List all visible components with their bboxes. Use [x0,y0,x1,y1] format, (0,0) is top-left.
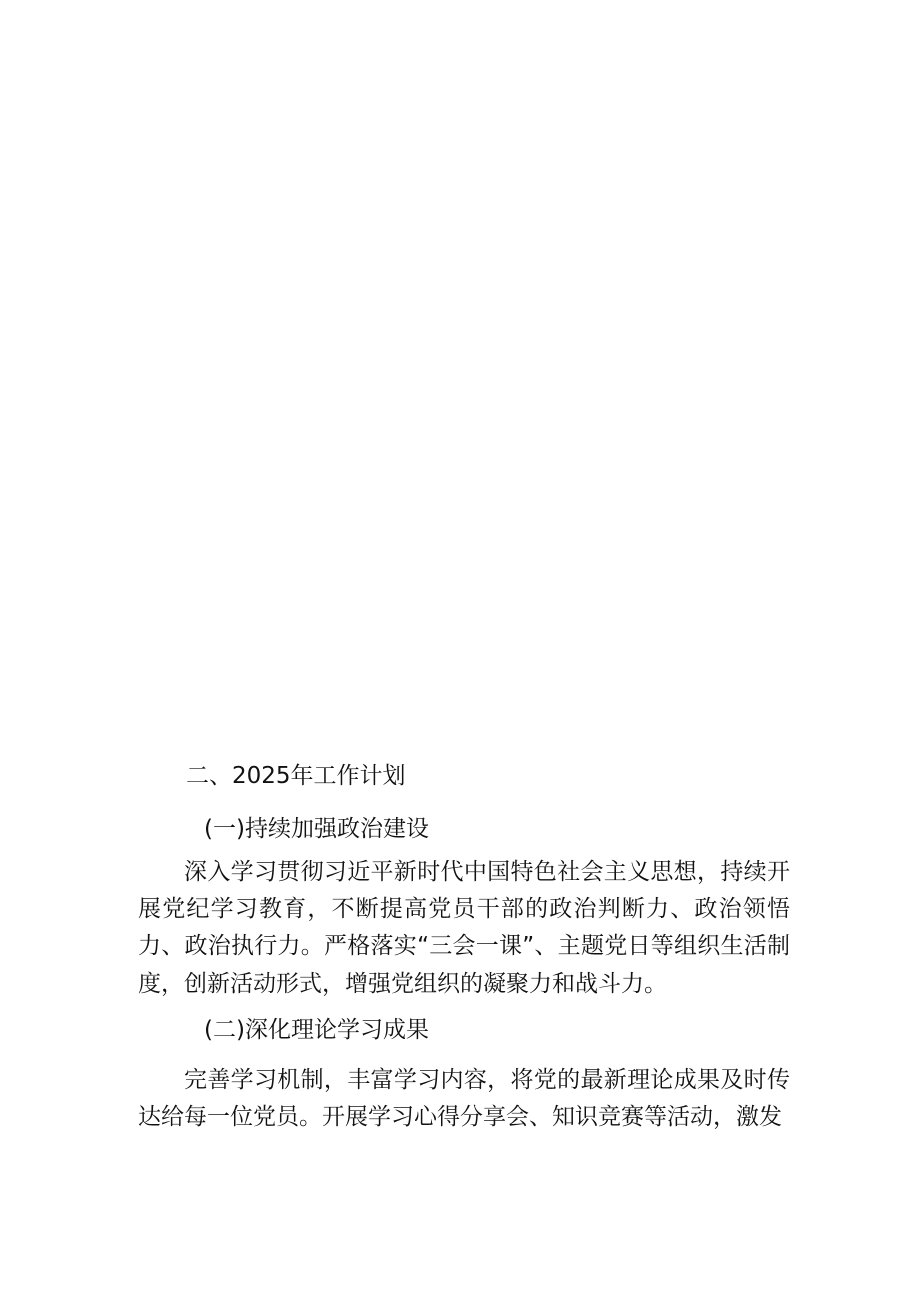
plan-subheading-1: (一)持续加强政治建设 [204,816,429,842]
plan-subheading-2: (二)深化理论学习成果 [204,1017,429,1043]
plan-paragraph-1: 深入学习贯彻习近平新时代中国特色社会主义思想，持续开展党纪学习教育，不断提高党员干部的政治判断力、政治领悟力、政治执行力。严格落实“三会一课”、主题党日等组织生活制度，创新活动形式，增强党组织的凝聚力和战斗力。 [138,859,790,997]
plan-heading: 二、2025年工作计划 [186,763,406,789]
plan-paragraph-2: 完善学习机制，丰富学习内容，将党的最新理论成果及时传达给每一位党员。开展学习心得分享会、知识竞赛等活动，激发 [138,1067,790,1131]
